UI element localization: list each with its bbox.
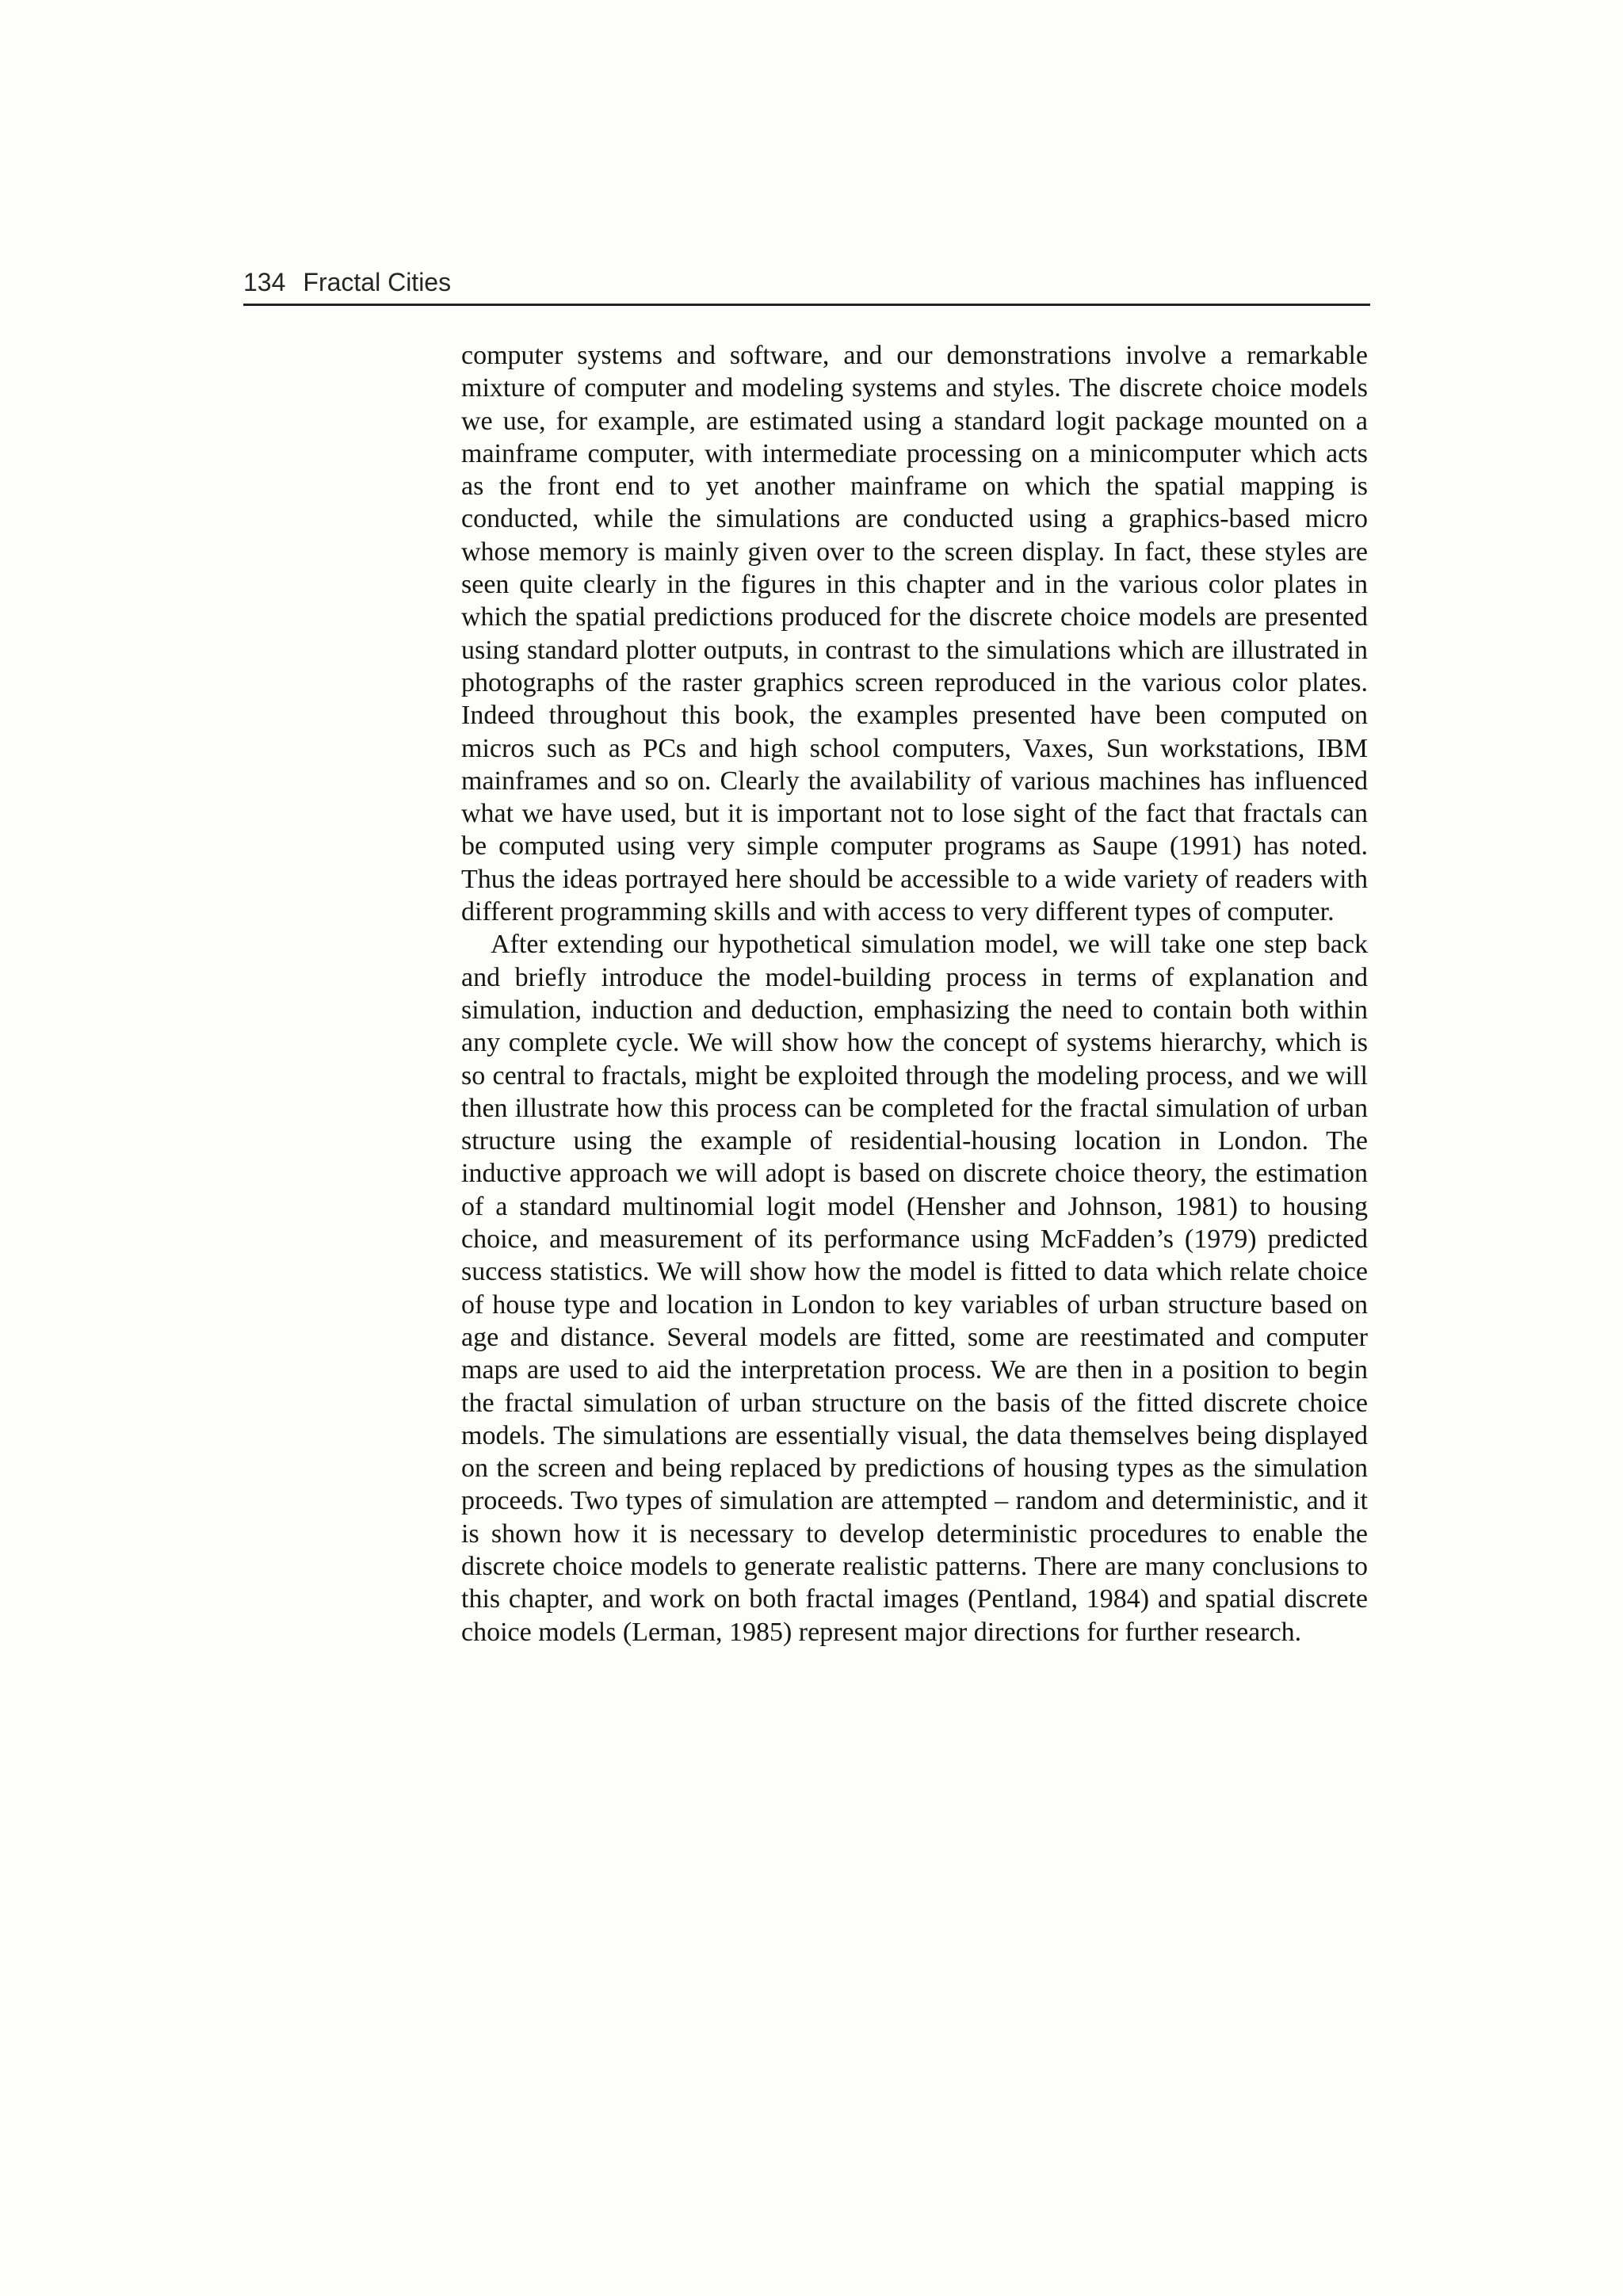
body-text <box>461 339 1368 1648</box>
paragraph-1: computer systems and software, and our demonstrations involve a remarkable mixture of computer and modeling systems and styles. The discrete choice models we use, for example, are estimated using a standard logit package mounted on a mainframe computer, with intermediate processing on a minicomputer which acts as the front end to yet another mainframe on which the spatial mapping is conducted, while the simulations are conducted using a graphics-based micro whose memory is mainly given over to the screen display. In fact, these styles are seen quite clearly in the figures in this chapter and in the various color plates in which the spatial predictions produced for the discrete choice models are presented using standard plotter outputs, in contrast to the simulations which are illustrated in photographs of the raster graphics screen reproduced in the various color plates. Indeed throughout this book, the examples presented have been computed on micros such as PCs and high school computers, Vaxes, Sun workstations, IBM mainframes and so on. Clearly the availability of various machines has influenced what we have used, but it is important not to lose sight of the fact that fractals can be computed using very simple computer programs as Saupe (1991) has noted. Thus the ideas portrayed here should be accessible to a wide variety of readers with different programming skills and with access to very different types of computer. <box>461 341 1368 927</box>
paragraph-2: After extending our hypothetical simulation model, we will take one step back and briefly introduce the model-building process in terms of explanation and simulation, induction and deduction, emphasizing the need to contain both within any complete cycle. We will show how the concept of systems hierarchy, which is so central to fractals, might be exploited through the modeling process, and we will then illustrate how this process can be completed for the fractal simulation of urban structure using the example of residential-housing location in London. The inductive approach we will adopt is based on discrete choice theory, the estimation of a standard multinomial logit model (Hensher and Johnson, 1981) to housing choice, and measurement of its performance using McFadden’s (1979) predicted success statistics. We will show how the model is fitted to data which relate choice of house type and location in London to key variables of urban structure based on age and distance. Several models are fitted, some are reestimated and computer maps are used to aid the interpretation process. We are then in a position to begin the fractal simulation of urban structure on the basis of the fitted discrete choice models. The simulations are essentially visual, the data themselves being displayed on the screen and being replaced by predictions of housing types as the simulation proceeds. Two types of simulation are attempted – random and deterministic, and it is shown how it is necessary to develop deterministic procedures to enable the discrete choice models to generate realistic patterns. There are many conclusions to this chapter, and work on both fractal images (Pentland, 1984) and spatial discrete choice models (Lerman, 1985) represent major directions for further research. <box>461 930 1368 1647</box>
running-header <box>243 268 1369 304</box>
page-number: 134 <box>243 268 286 296</box>
header-rule <box>243 304 1370 306</box>
running-title: Fractal Cities <box>303 268 452 296</box>
